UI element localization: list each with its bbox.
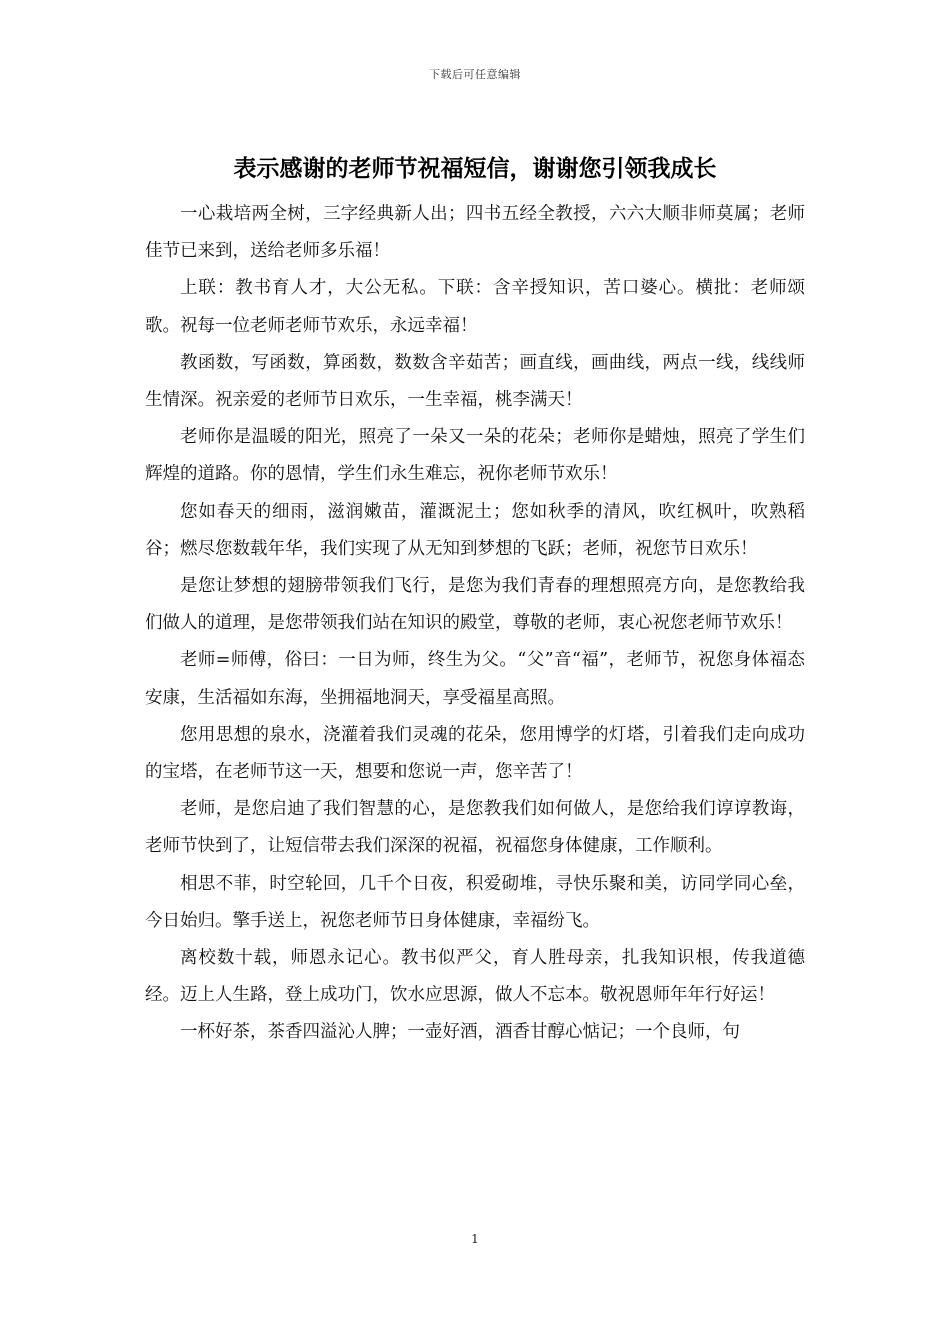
page-number: 1 (471, 1232, 479, 1246)
paragraph: 老师，是您启迪了我们智慧的心，是您教我们如何做人，是您给我们谆谆教诲，老师节快到了，让短信带去我们深深的祝福，祝福您身体健康，工作顺利。 (145, 799, 805, 857)
paragraph: 一心栽培两全树，三字经典新人出；四书五经全教授，六六大顺非师莫属；老师佳节已来到，送给老师多乐福！ (145, 204, 805, 262)
paragraph: 是您让梦想的翅膀带领我们飞行，是您为我们青春的理想照亮方向，是您教给我们做人的道理，是您带领我们站在知识的殿堂，尊敬的老师，衷心祝您老师节欢乐！ (145, 576, 805, 634)
paragraph: 老师=师傅，俗曰：一日为师，终生为父。“父”音“福”，老师节，祝您身体福态安康，生活福如东海，坐拥福地洞天，享受福星高照。 (145, 650, 805, 708)
page-header-note: 下载后可任意编辑 (429, 68, 521, 81)
paragraph: 老师你是温暖的阳光，照亮了一朵又一朵的花朵；老师你是蜡烛，照亮了学生们辉煌的道路。你的恩情，学生们永生难忘，祝你老师节欢乐！ (145, 427, 805, 485)
paragraph: 相思不菲，时空轮回，几千个日夜，积爱砌堆，寻快乐聚和美，访同学同心垒，今日始归。擎手送上，祝您老师节日身体健康，幸福纷飞。 (145, 873, 805, 931)
document-title: 表示感谢的老师节祝福短信，谢谢您引领我成长 (233, 156, 717, 182)
paragraph: 离校数十载，师恩永记心。教书似严父，育人胜母亲，扎我知识根，传我道德经。迈上人生路，登上成功门，饮水应思源，做人不忘本。敬祝恩师年年行好运！ (145, 948, 805, 1006)
paragraph: 一杯好茶，茶香四溢沁人脾；一壶好酒，酒香甘醇心惦记；一个良师，句 (180, 1022, 740, 1043)
document-body (145, 196, 805, 1052)
paragraph: 教函数，写函数，算函数，数数含辛茹苦；画直线，画曲线，两点一线，线线师生情深。祝亲爱的老师节日欢乐，一生幸福，桃李满天！ (145, 352, 805, 411)
paragraph: 您如春天的细雨，滋润嫩苗，灌溉泥土；您如秋季的清风，吹红枫叶，吹熟稻谷；燃尽您数载年华，我们实现了从无知到梦想的飞跃；老师，祝您节日欢乐！ (145, 501, 805, 559)
paragraph: 您用思想的泉水，浇灌着我们灵魂的花朵，您用博学的灯塔，引着我们走向成功的宝塔，在老师节这一天，想要和您说一声，您辛苦了！ (145, 724, 805, 783)
paragraph: 上联：教书育人才，大公无私。下联：含辛授知识，苦口婆心。横批：老师颂歌。祝每一位老师老师节欢乐，永远幸福！ (145, 278, 805, 336)
